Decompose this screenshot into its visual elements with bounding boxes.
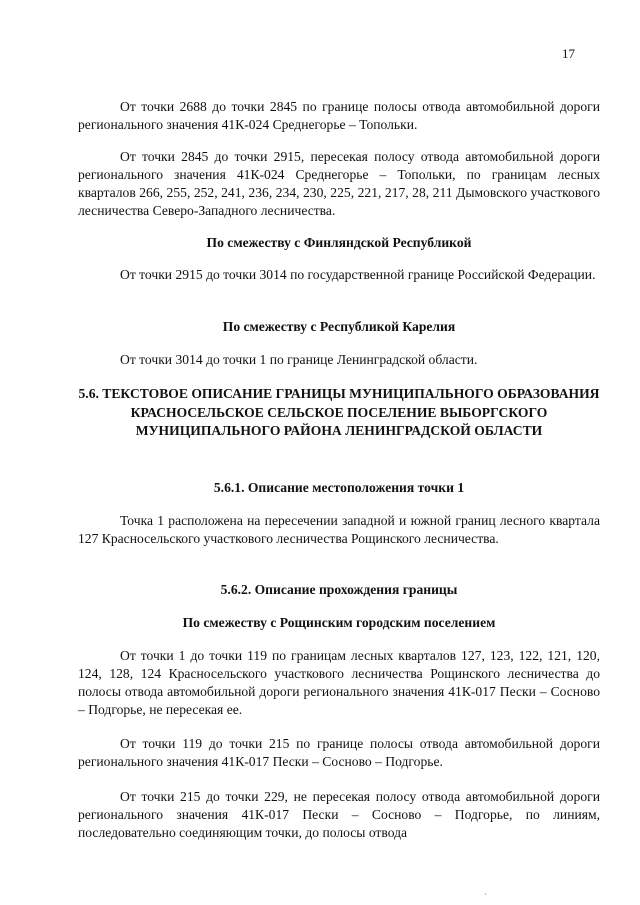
paragraph-3014-1: От точки 3014 до точки 1 по границе Ленинградской области.	[120, 352, 478, 367]
paragraph-215-229: От точки 215 до точки 229, не пересекая полосу отвода автомобильной дороги регионального значения 41К-017 Пески – Сосново – Подгорье, по линиям, последовательно соединяющим точки, до полосы отвода	[78, 789, 600, 840]
heading-5-6-1: 5.6.1. Описание местоположения точки 1	[213, 480, 465, 495]
paragraph-point-1: Точка 1 расположена на пересечении западной и южной границ лесного квартала 127 Красносельского участкового лесничества Рощинского лесничества.	[78, 513, 600, 546]
heading-karelia: По смежеству с Республикой Карелия	[222, 319, 456, 334]
paragraph-2688-2845: От точки 2688 до точки 2845 по границе полосы отвода автомобильной дороги регионального значения 41К-024 Среднегорье – Топольки.	[78, 99, 600, 132]
heading-roshchino: По смежеству с Рощинским городским поселением	[182, 615, 496, 630]
paragraph-2915-3014: От точки 2915 до точки 3014 по государственной границе Российской Федерации.	[120, 267, 596, 282]
paragraph-1-119: От точки 1 до точки 119 по границам лесных кварталов 127, 123, 122, 121, 120, 124, 128, 124 Красносельского участкового лесничества Рощинского лесничества до полосы отвода автомобильной дороги регионального значения 41К-017 Пески – Сосново – Подгорье, не пересекая ее.	[78, 648, 600, 717]
section-title-5-6: 5.6. ТЕКСТОВОЕ ОПИСАНИЕ ГРАНИЦЫ МУНИЦИПАЛЬНОГО ОБРАЗОВАНИЯ КРАСНОСЕЛЬСКОЕ СЕЛЬСКОЕ ПОСЕЛЕНИЕ ВЫБОРГСКОГО МУНИЦИПАЛЬНОГО РАЙОНА ЛЕНИНГРАДСКОЙ ОБЛАСТИ	[78, 386, 600, 438]
paragraph-119-215: От точки 119 до точки 215 по границе полосы отвода автомобильной дороги регионального значения 41К-017 Пески – Сосново – Подгорье.	[78, 736, 600, 769]
scan-speck: ·	[484, 890, 487, 899]
paragraph-2845-2915: От точки 2845 до точки 2915, пересекая полосу отвода автомобильной дороги регионального значения 41К-024 Среднегорье – Топольки, по границам лесных кварталов 266, 255, 252, 241, 236, 234, 230, 225, 221, 217, 28, 211 Дымовского участкового лесничества Северо-Западного лесничества.	[78, 149, 600, 218]
heading-finland: По смежеству с Финляндской Республикой	[206, 235, 472, 250]
page-number: 17	[562, 46, 575, 61]
heading-5-6-2: 5.6.2. Описание прохождения границы	[220, 582, 458, 597]
